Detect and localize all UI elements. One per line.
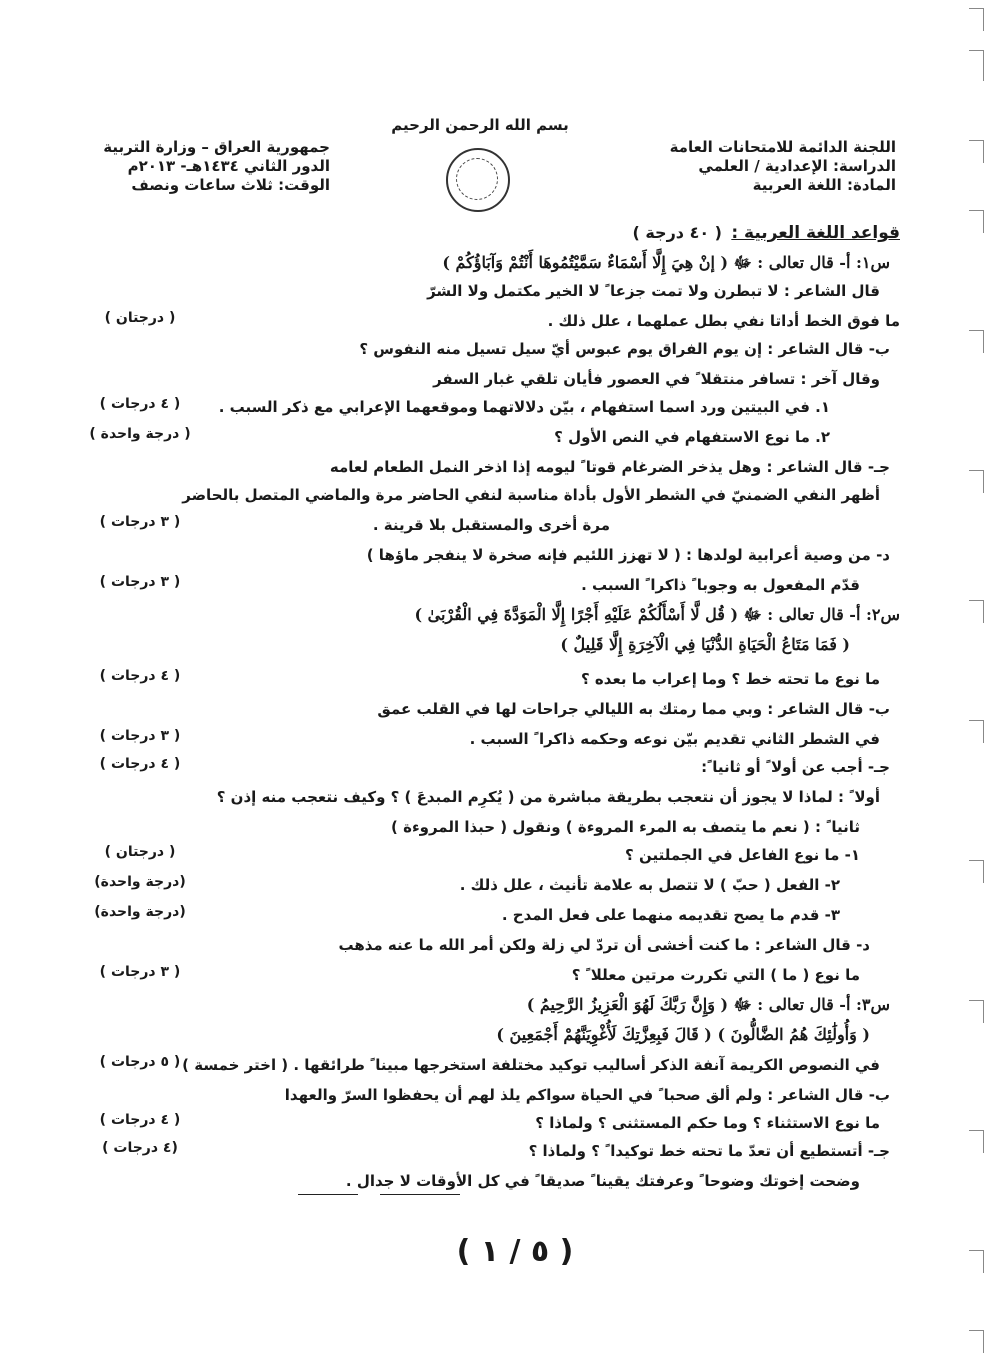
question-line [80, 1166, 910, 1196]
question-line [80, 480, 910, 510]
question-line [80, 782, 910, 812]
question-line [80, 724, 910, 754]
marks-label: ( ٣ درجات ) [99, 514, 181, 530]
edge-mark [969, 1000, 984, 1023]
marks-label: ( درجتان ) [104, 310, 176, 326]
marks-label: ( ٥ درجات ) [99, 1054, 181, 1070]
question-line [80, 752, 910, 782]
question-text: ١. في البيتين ورد اسما استفهام ، بيّن دلالاتهما وموقعهما الإعرابي مع ذكر السبب . [218, 398, 830, 416]
question-line [80, 840, 910, 870]
study-level: الدراسة: الإعدادية / العلمي [698, 157, 896, 175]
question-text: ب- قال الشاعر : وبي مما رمتك به الليالي جراحات لها في القلب عمق [377, 700, 890, 718]
question-line [80, 1080, 910, 1110]
question-line [80, 248, 910, 278]
question-line [80, 664, 910, 694]
question-text: في الشطر الثاني تقديم بيّن نوعه وحكمه ذاكرا ً السبب . [469, 730, 880, 748]
question-text: وضحت إخوتك وضوحا ً وعرفتك يقينا ً صديقا ً في كل الأوقات لا جدال . [345, 1172, 860, 1190]
question-text: ١- ما نوع الفاعل في الجملتين ؟ [625, 846, 860, 864]
question-text: ثانيا ً : ( نعم ما يتصف به المرء المروءة ) ونقول ( حبذا المروءة ) [391, 818, 860, 836]
question-line [80, 900, 910, 930]
exam-round: الدور الثاني ١٤٣٤هـ- ٢٠١٣م [127, 157, 330, 175]
question-text: ٣- قدم ما يصح تقديمه منهما على فعل المدح . [501, 906, 840, 924]
question-text: ما فوق الخط أداتا نفي بطل عملهما ، علل ذلك . [547, 312, 900, 330]
question-line [80, 570, 910, 600]
underline-mark [380, 1194, 460, 1195]
question-text: د- قال الشاعر : ما كنت أخشى أن تردّ لي زلة ولكن أمر الله ما عنه مذهب [338, 936, 870, 954]
question-line [80, 452, 910, 482]
question-text: س٣: أ- قال تعالى : ﷻ ( وَإِنَّ رَبَّكَ لَهُوَ الْعَزِيزُ الرَّحِيمُ ) [526, 995, 890, 1014]
question-line [80, 960, 910, 990]
edge-mark [969, 720, 984, 743]
edge-mark [969, 8, 984, 31]
question-line [80, 306, 910, 336]
edge-mark [969, 140, 984, 163]
question-line [80, 1108, 910, 1138]
question-text: ما نوع ما تحته خط ؟ وما إعراب ما بعده ؟ [581, 670, 880, 688]
marks-label: (درجة واحدة) [94, 904, 186, 920]
ministry-name: جمهورية العراق – وزارة التربية [103, 138, 330, 156]
basmala: بسم الله الرحمن الرحيم [391, 116, 569, 134]
marks-label: ( درجة واحدة ) [89, 426, 191, 442]
question-text: ما نوع ( ما ) التي تكررت مرتين معللا ً ؟ [571, 966, 860, 984]
question-line [80, 1136, 910, 1166]
question-text: قدّم المفعول به وجوبا ً ذاكرا ً السبب . [581, 576, 860, 594]
question-text: ( فَمَا مَتَاعُ الْحَيَاةِ الدُّنْيَا فِي الْآخِرَةِ إِلَّا قَلِيلٌ ) [560, 635, 850, 654]
marks-label: (درجة واحدة) [94, 874, 186, 890]
marks-label: ( درجتان ) [104, 844, 176, 860]
edge-mark [969, 50, 984, 81]
question-line [80, 870, 910, 900]
question-line [80, 1020, 910, 1050]
question-text: أولا ً : لماذا لا يجوز أن نتعجب بطريقة مباشرة من ( يُكرِم المبدعَ ) ؟ وكيف نتعجب منه إذن ؟ [216, 788, 880, 806]
question-line [80, 364, 910, 394]
question-text: س٢: أ- قال تعالى : ﷻ ( قُل لَّا أَسْأَلُكُمْ عَلَيْهِ أَجْرًا إِلَّا الْمَوَدَّةَ فِي الْقُرْبَىٰ ) [414, 605, 900, 624]
marks-label: (٤ درجات ) [102, 1140, 178, 1156]
question-text: س١: أ- قال تعالى : ﷻ ( إنْ هِيَ إِلَّا أَسْمَاءٌ سَمَّيْتُمُوهَا أَنْتُمْ وَآبَاؤُكُمْ ) [442, 253, 890, 272]
question-text: ٢. ما نوع الاستفهام في النص الأول ؟ [554, 428, 830, 446]
question-text: قال الشاعر : لا تبطرن ولا تمت جزعا ً لا الخير مكتمل ولا الشرّ [427, 282, 880, 300]
edge-mark [969, 330, 984, 353]
question-text: ما نوع الاستثناء ؟ وما حكم المستثنى ؟ ولماذا ؟ [535, 1114, 880, 1132]
question-line [80, 600, 910, 630]
marks-label: ( ٣ درجات ) [99, 574, 181, 590]
question-line [80, 392, 910, 422]
edge-mark [969, 210, 984, 233]
question-text: د- من وصية أعرابية لولدها : ( لا تهزز اللئيم فإنه صخرة لا ينفجر ماؤها ) [366, 546, 890, 564]
edge-mark [969, 600, 984, 623]
question-line [80, 334, 910, 364]
question-text: جـ- أجب عن أولا ً أو ثانيا ً: [701, 758, 890, 776]
ministry-seal-icon [446, 148, 510, 212]
question-text: مرة أخرى والمستقبل بلا قرينة . [372, 516, 610, 534]
page-number: ( ٥ / ١ ) [456, 1234, 574, 1269]
question-text: ب- قال الشاعر : إن يوم الفراق يوم عبوس أيّ سيل تسيل منه النفوس ؟ [359, 340, 890, 358]
marks-label: ( ٤ درجات ) [99, 1112, 181, 1128]
edge-mark [969, 470, 984, 493]
question-text: جـ- قال الشاعر : وهل يذخر الضرغام قوتا ً ليومه إذا اذخر النمل الطعام لعامه [329, 458, 890, 476]
question-line [80, 812, 910, 842]
question-line [80, 930, 910, 960]
question-text: ب- قال الشاعر : ولم ألق صحبا ً في الحياة سواكم يلذ لهم أن يحفظوا السرّ والعهدا [284, 1086, 890, 1104]
question-line [80, 630, 910, 660]
section-total: ( ٤٠ درجة ) [632, 223, 722, 242]
edge-mark [969, 860, 984, 883]
underline-mark [298, 1194, 358, 1195]
marks-label: ( ٣ درجات ) [99, 728, 181, 744]
marks-label: ( ٤ درجات ) [99, 756, 181, 772]
edge-mark [969, 1250, 984, 1273]
question-text: ٢- الفعل ( حبّ ) لا تتصل به علامة تأنيث ، علل ذلك . [459, 876, 840, 894]
question-line [80, 694, 910, 724]
question-line [80, 276, 910, 306]
marks-label: ( ٤ درجات ) [99, 396, 181, 412]
question-text: في النصوص الكريمة آنفة الذكر أساليب توكيد مختلفة استخرجها مبينا ً طرائقها . ( اختر خمسة ) [182, 1056, 880, 1074]
question-text: وقال آخر : تسافر منتقلا ً في العصور فأيان تلقي غبار السفر [433, 370, 880, 388]
edge-mark [969, 1330, 984, 1353]
question-text: أظهر النفي الضمنيّ في الشطر الأول بأداة مناسبة لنفي الحاضر مرة والماضي المتصل بالحاضر [182, 486, 880, 504]
question-text: ( وَأُولَٰئِكَ هُمُ الضَّالُّونَ ) ( قَالَ فَبِعِزَّتِكَ لَأُغْوِيَنَّهُمْ أَجْمَعِينَ ) [496, 1025, 870, 1044]
marks-label: ( ٣ درجات ) [99, 964, 181, 980]
subject-name: المادة: اللغة العربية [752, 176, 896, 194]
section-title: قواعد اللغة العربية : [731, 223, 900, 243]
marks-label: ( ٤ درجات ) [99, 668, 181, 684]
question-line [80, 990, 910, 1020]
question-line [80, 540, 910, 570]
exam-time: الوقت: ثلاث ساعات ونصف [131, 176, 330, 194]
question-text: جـ- أتستطيع أن تعدّ ما تحته خط توكيدا ً ؟ ولماذا ؟ [528, 1142, 890, 1160]
question-line [80, 1050, 910, 1080]
question-line [80, 510, 910, 540]
committee-name: اللجنة الدائمة للامتحانات العامة [669, 138, 896, 156]
question-line [80, 422, 910, 452]
edge-mark [969, 1130, 984, 1153]
